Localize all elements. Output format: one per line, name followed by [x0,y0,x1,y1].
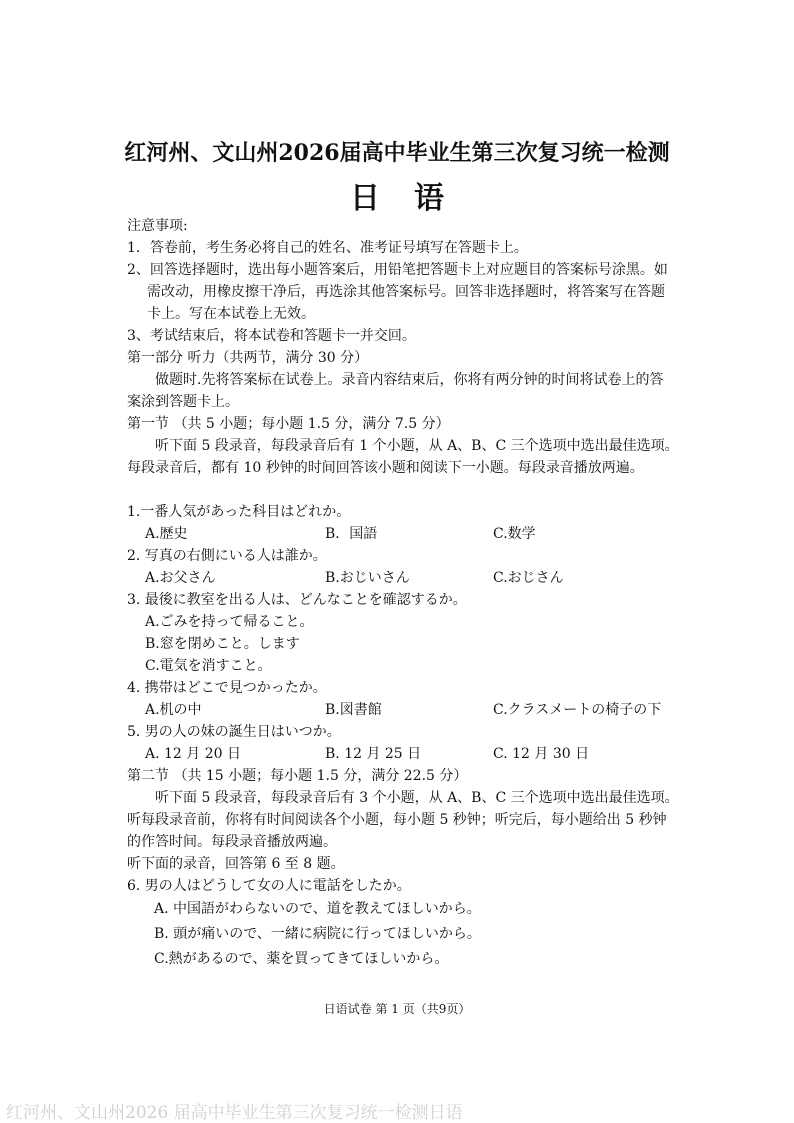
question-3-option-c: C.電気を消すこと。 [145,658,272,674]
watermark-text: 红河州、文山州2026 届高中毕业生第三次复习统一检测日语 [6,1103,463,1123]
question-4-option-b: B.図書館 [325,702,382,718]
notice-heading: 注意事项: [127,218,188,234]
question-6-option-b: B. 頭が痛いので、一緒に病院に行ってほしいから。 [154,926,481,942]
exam-content [127,215,693,972]
question-1-option-a: A.歴史 [145,526,188,542]
notice-item-2-line-3: 卡上。写在本试卷上无效。 [147,306,315,322]
section2-intro-line-2: 听每段录音前，你将有时间阅读各个小题，每小题 5 秒钟；听完后，每小题给出 5 秒钟 [127,812,667,828]
notice-item-3: 3、考试结束后，将本试卷和答题卡一并交回。 [127,328,416,344]
question-5-option-a: A. 12 月 20 日 [145,746,241,762]
section2-group-note: 听下面的录音，回答第 6 至 8 题。 [127,856,345,872]
section1-intro-line-2: 每段录音后，都有 10 秒钟的时间回答该小题和阅读下一小题。每段录音播放两遍。 [127,460,644,476]
spacer [127,479,693,501]
section1-intro-line-1: 听下面 5 段录音，每段录音后有 1 个小题，从 A、B、C 三个选项中选出最佳选项。 [155,438,679,454]
question-1-option-c: C.数学 [493,526,536,542]
question-2-option-a: A.お父さん [145,570,216,586]
notice-item-2-line-2: 需改动，用橡皮擦干净后，再选涂其他答案标号。回答非选择题时，将答案写在答题 [147,284,665,300]
page-footer: 日语试卷 第 1 页（共9页） [323,1002,471,1016]
exam-title: 红河州、文山州2026届高中毕业生第三次复习统一检测 [124,140,670,166]
question-2-option-c: C.おじさん [493,570,564,586]
question-1-options [127,523,693,545]
question-4-option-c: C.クラスメートの椅子の下 [493,702,662,718]
question-4-options [127,699,693,721]
question-4-stem: 4. 携帯はどこで見つかったか。 [127,680,327,696]
question-2-option-b: B.おじいさん [325,570,410,586]
question-4-option-a: A.机の中 [145,702,202,718]
section2-heading: 第二节 （共 15 小题；每小题 1.5 分，满分 22.5 分） [127,768,468,784]
question-3-stem: 3. 最後に教室を出る人は、どんなことを確認するか。 [127,592,467,608]
question-6-option-a: A. 中国語がわらないので、道を教えてほしいから。 [154,901,481,917]
question-1-stem: 1.一番人気があった科目はどれか。 [127,504,351,520]
notice-item-1: 1．答卷前，考生务必将自己的姓名、准考证号填写在答题卡上。 [127,240,528,256]
notice-item-2-line-1: 2、回答选择题时，选出每小题答案后，用铅笔把答题卡上对应题目的答案标号涂黑。如 [127,262,668,278]
question-5-options [127,743,693,765]
question-5-option-c: C. 12 月 30 日 [493,746,590,762]
question-3-option-b: B.窓を閉めこと。します [145,636,300,652]
section2-intro-line-1: 听下面 5 段录音，每段录音后有 3 个小题，从 A、B、C 三个选项中选出最佳选项。 [155,790,679,806]
section1-heading: 第一节 （共 5 小题；每小题 1.5 分，满分 7.5 分） [127,416,450,432]
question-2-stem: 2. 写真の右側にいる人は誰か。 [127,548,327,564]
question-2-options [127,567,693,589]
subject-title: 日语 [350,181,478,216]
question-5-stem: 5. 男の人の妹の誕生日はいつか。 [127,724,341,740]
question-6-option-c: C.熱があるので、薬を買ってきてほしいから。 [154,951,449,967]
question-1-option-b: B．国語 [325,526,378,542]
section2-intro-line-3: 的作答时间。每段录音播放两遍。 [127,834,337,850]
part1-intro-line-1: 做题时.先将答案标在试卷上。录音内容结束后，你将有两分钟的时间将试卷上的答 [155,372,664,388]
question-6-stem: 6. 男の人はどうして女の人に電話をしたか。 [127,878,411,894]
question-3-option-a: A.ごみを持って帰ること。 [145,614,314,630]
part1-heading: 第一部分 听力（共两节，满分 30 分） [127,350,369,366]
part1-intro-line-2: 案涂到答题卡上。 [127,394,239,410]
question-5-option-b: B. 12 月 25 日 [325,746,422,762]
